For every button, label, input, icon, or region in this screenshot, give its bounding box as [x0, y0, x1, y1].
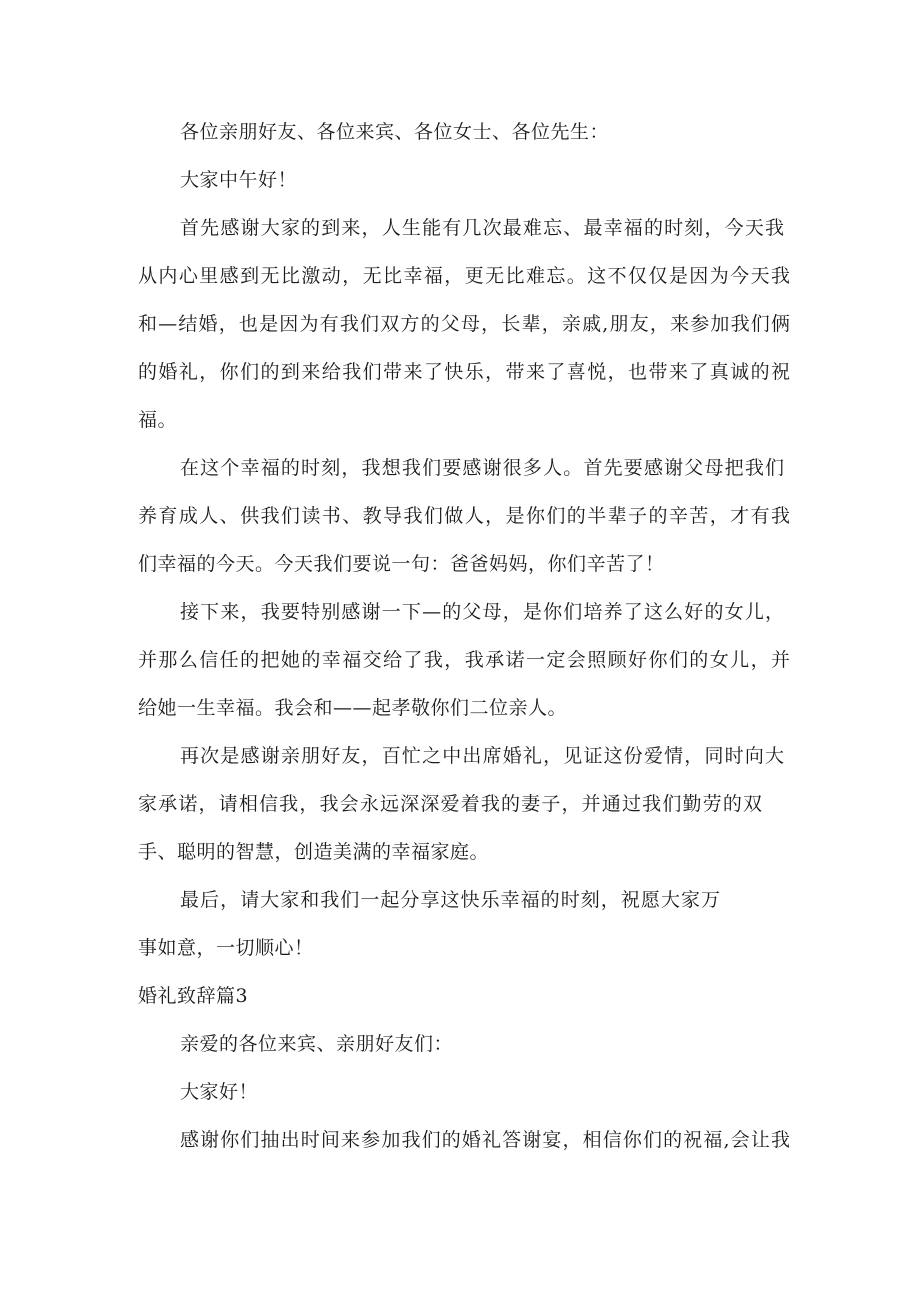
paragraph-line: 给她一生幸福。我会和——起孝敬你们二位亲人。 [138, 697, 568, 719]
paragraph-line: 手、聪明的智慧，创造美满的幸福家庭。 [138, 841, 490, 863]
paragraph-line: 事如意，一切顺心！ [138, 937, 314, 959]
paragraph-line: 们幸福的今天。今天我们要说一句：爸爸妈妈，你们辛苦了！ [138, 553, 665, 575]
paragraph-line: 和—结婚，也是因为有我们双方的父母，长辈，亲戚,朋友，来参加我们俩 [138, 313, 790, 335]
paragraph-line: 感谢你们抽出时间来参加我们的婚礼答谢宴，相信你们的祝福,会让我 [180, 1129, 790, 1151]
paragraph-line: 家承诺，请相信我，我会永远深深爱着我的妻子，并通过我们勤劳的双 [138, 793, 762, 815]
section-heading: 婚礼致辞篇3 [138, 985, 249, 1007]
paragraph-line: 从内心里感到无比激动，无比幸福，更无比难忘。这不仅仅是因为今天我 [138, 265, 790, 287]
paragraph-line: 养育成人、供我们读书、教导我们做人，是你们的半辈子的辛苦，才有我 [138, 505, 790, 527]
paragraph-line: 的婚礼，你们的到来给我们带来了快乐，带来了喜悦，也带来了真诚的祝 [138, 361, 790, 383]
paragraph-line: 接下来，我要特别感谢一下—的父母，是你们培养了这么好的女儿， [180, 601, 784, 623]
paragraph-line: 并那么信任的把她的幸福交给了我，我承诺一定会照顾好你们的女儿，并 [138, 649, 790, 671]
greeting-line: 各位亲朋好友、各位来宾、各位女士、各位先生： [180, 121, 610, 143]
paragraph-line: 福。 [138, 409, 178, 431]
paragraph-line: 最后，请大家和我们一起分享这快乐幸福的时刻，祝愿大家万 [180, 889, 720, 911]
paragraph-line: 首先感谢大家的到来，人生能有几次最难忘、最幸福的时刻，今天我 [180, 217, 784, 239]
greeting-line: 大家好！ [180, 1081, 259, 1103]
paragraph-line: 在这个幸福的时刻，我想我们要感谢很多人。首先要感谢父母把我们 [180, 457, 784, 479]
greeting-noon: 大家中午好！ [180, 169, 298, 191]
paragraph-line: 再次是感谢亲朋好友，百忙之中出席婚礼，见证这份爱情，同时向大 [180, 745, 784, 767]
greeting-line: 亲爱的各位来宾、亲朋好友们： [180, 1033, 454, 1055]
